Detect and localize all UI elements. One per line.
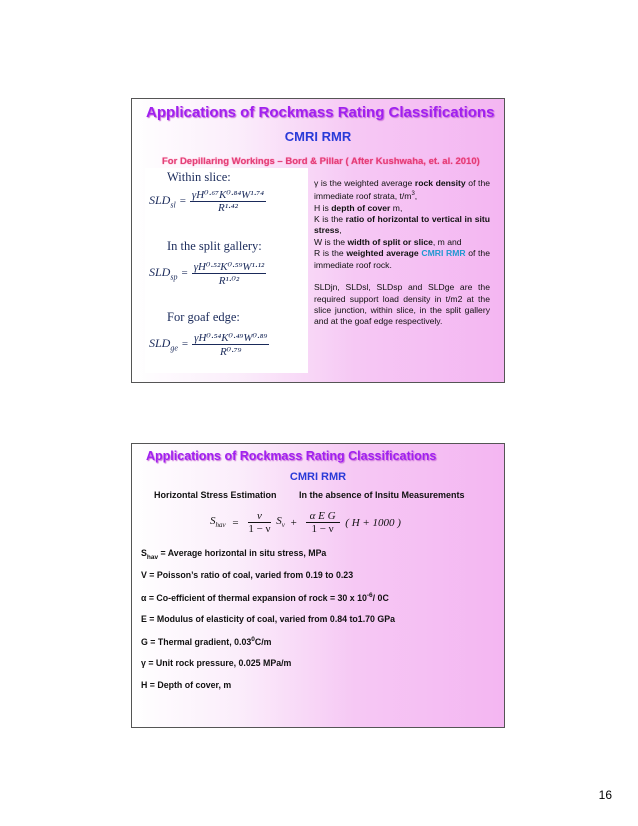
horizontal-stress-equation: $S_{hav}$ = $\frac{\nu}{1 - \nu}$ $S_v$ + $\frac{\text{α E G}}{1 - \nu}$ ( H + 1000 ) — [210, 510, 401, 535]
sld-sl-formula: $SLD_{sl}$ = $\frac{\text{γH⁰·⁶⁷K⁰·⁸⁴W¹·⁷⁴}}{\text{R¹·⁴²}}$ — [149, 189, 264, 214]
goaf-edge-heading: For goaf edge: — [167, 310, 240, 324]
sld-definition: SLDjn, SLDsl, SLDsp and SLDge are the required support load density in t/m2 at the slice junction, within slice, in the split gallery and at the goaf edge respectively. — [314, 282, 490, 327]
slide-1-source: For Depillaring Workings – Bord & Pillar ( After Kushwaha, et. al. 2010) — [162, 156, 480, 167]
slide-1-title: Applications of Rockmass Rating Classifications — [146, 104, 495, 121]
gamma-definition: γ is the weighted average rock density of the immediate roof strata, $t/m^3$, — [314, 178, 490, 202]
page-number: 16 — [598, 788, 612, 802]
slide-1 — [131, 98, 505, 383]
unit-rock-pressure-definition: γ = Unit rock pressure, 0.025 MPa/m — [141, 658, 292, 668]
poisson-definition: V = Poisson’s ratio of coal, varied from 0.19 to 0.23 — [141, 570, 354, 580]
w-definition: W is the width of split or slice, m and — [314, 236, 462, 247]
alpha-definition: α = Co-efficient of thermal expansion of rock = 30 x $10^{-6}/$ 0C — [141, 592, 389, 603]
split-gallery-heading: In the split gallery: — [167, 239, 262, 253]
slide-1-subtitle: CMRI RMR — [284, 129, 352, 144]
sld-sp-formula: $SLD_{sp}$ = $\frac{\text{γH⁰·⁵²K⁰·⁵⁹W¹·¹²}}{\text{R¹·⁰²}}$ — [149, 261, 265, 287]
elasticity-definition: E = Modulus of elasticity of coal, varied from 0.84 to1.70 GPa — [141, 614, 395, 624]
variable-description — [314, 178, 490, 328]
k-definition: K is the ratio of horizontal to vertical in situ stress, — [314, 214, 490, 236]
shav-definition: $S_{hav}$ = Average horizontal in situ stress, MPa — [141, 548, 327, 561]
r-definition: R is the weighted average CMRI RMR of the immediate roof rock. — [314, 248, 490, 270]
slide-2-subtitle: CMRI RMR — [289, 471, 347, 483]
slide-2-title: Applications of Rockmass Rating Classifications — [146, 449, 437, 463]
horizontal-stress-heading: Horizontal Stress Estimation — [154, 490, 277, 500]
sld-ge-formula: $SLD_{ge}$ = $\frac{\text{γH⁰·⁵⁴K⁰·⁴⁹W⁰·⁸⁹}}{\text{R⁰·⁷⁹}}$ — [149, 332, 268, 358]
slide-2 — [131, 443, 505, 728]
thermal-gradient-definition: G = Thermal gradient, 0.03$^0$C/m — [141, 636, 272, 647]
h-definition: H is depth of cover m, — [314, 202, 403, 213]
depth-definition: H = Depth of cover, m — [141, 680, 232, 690]
within-slice-heading: Within slice: — [167, 170, 231, 184]
formula-image-panel — [145, 168, 308, 373]
insitu-heading: In the absence of Insitu Measurements — [299, 490, 465, 500]
